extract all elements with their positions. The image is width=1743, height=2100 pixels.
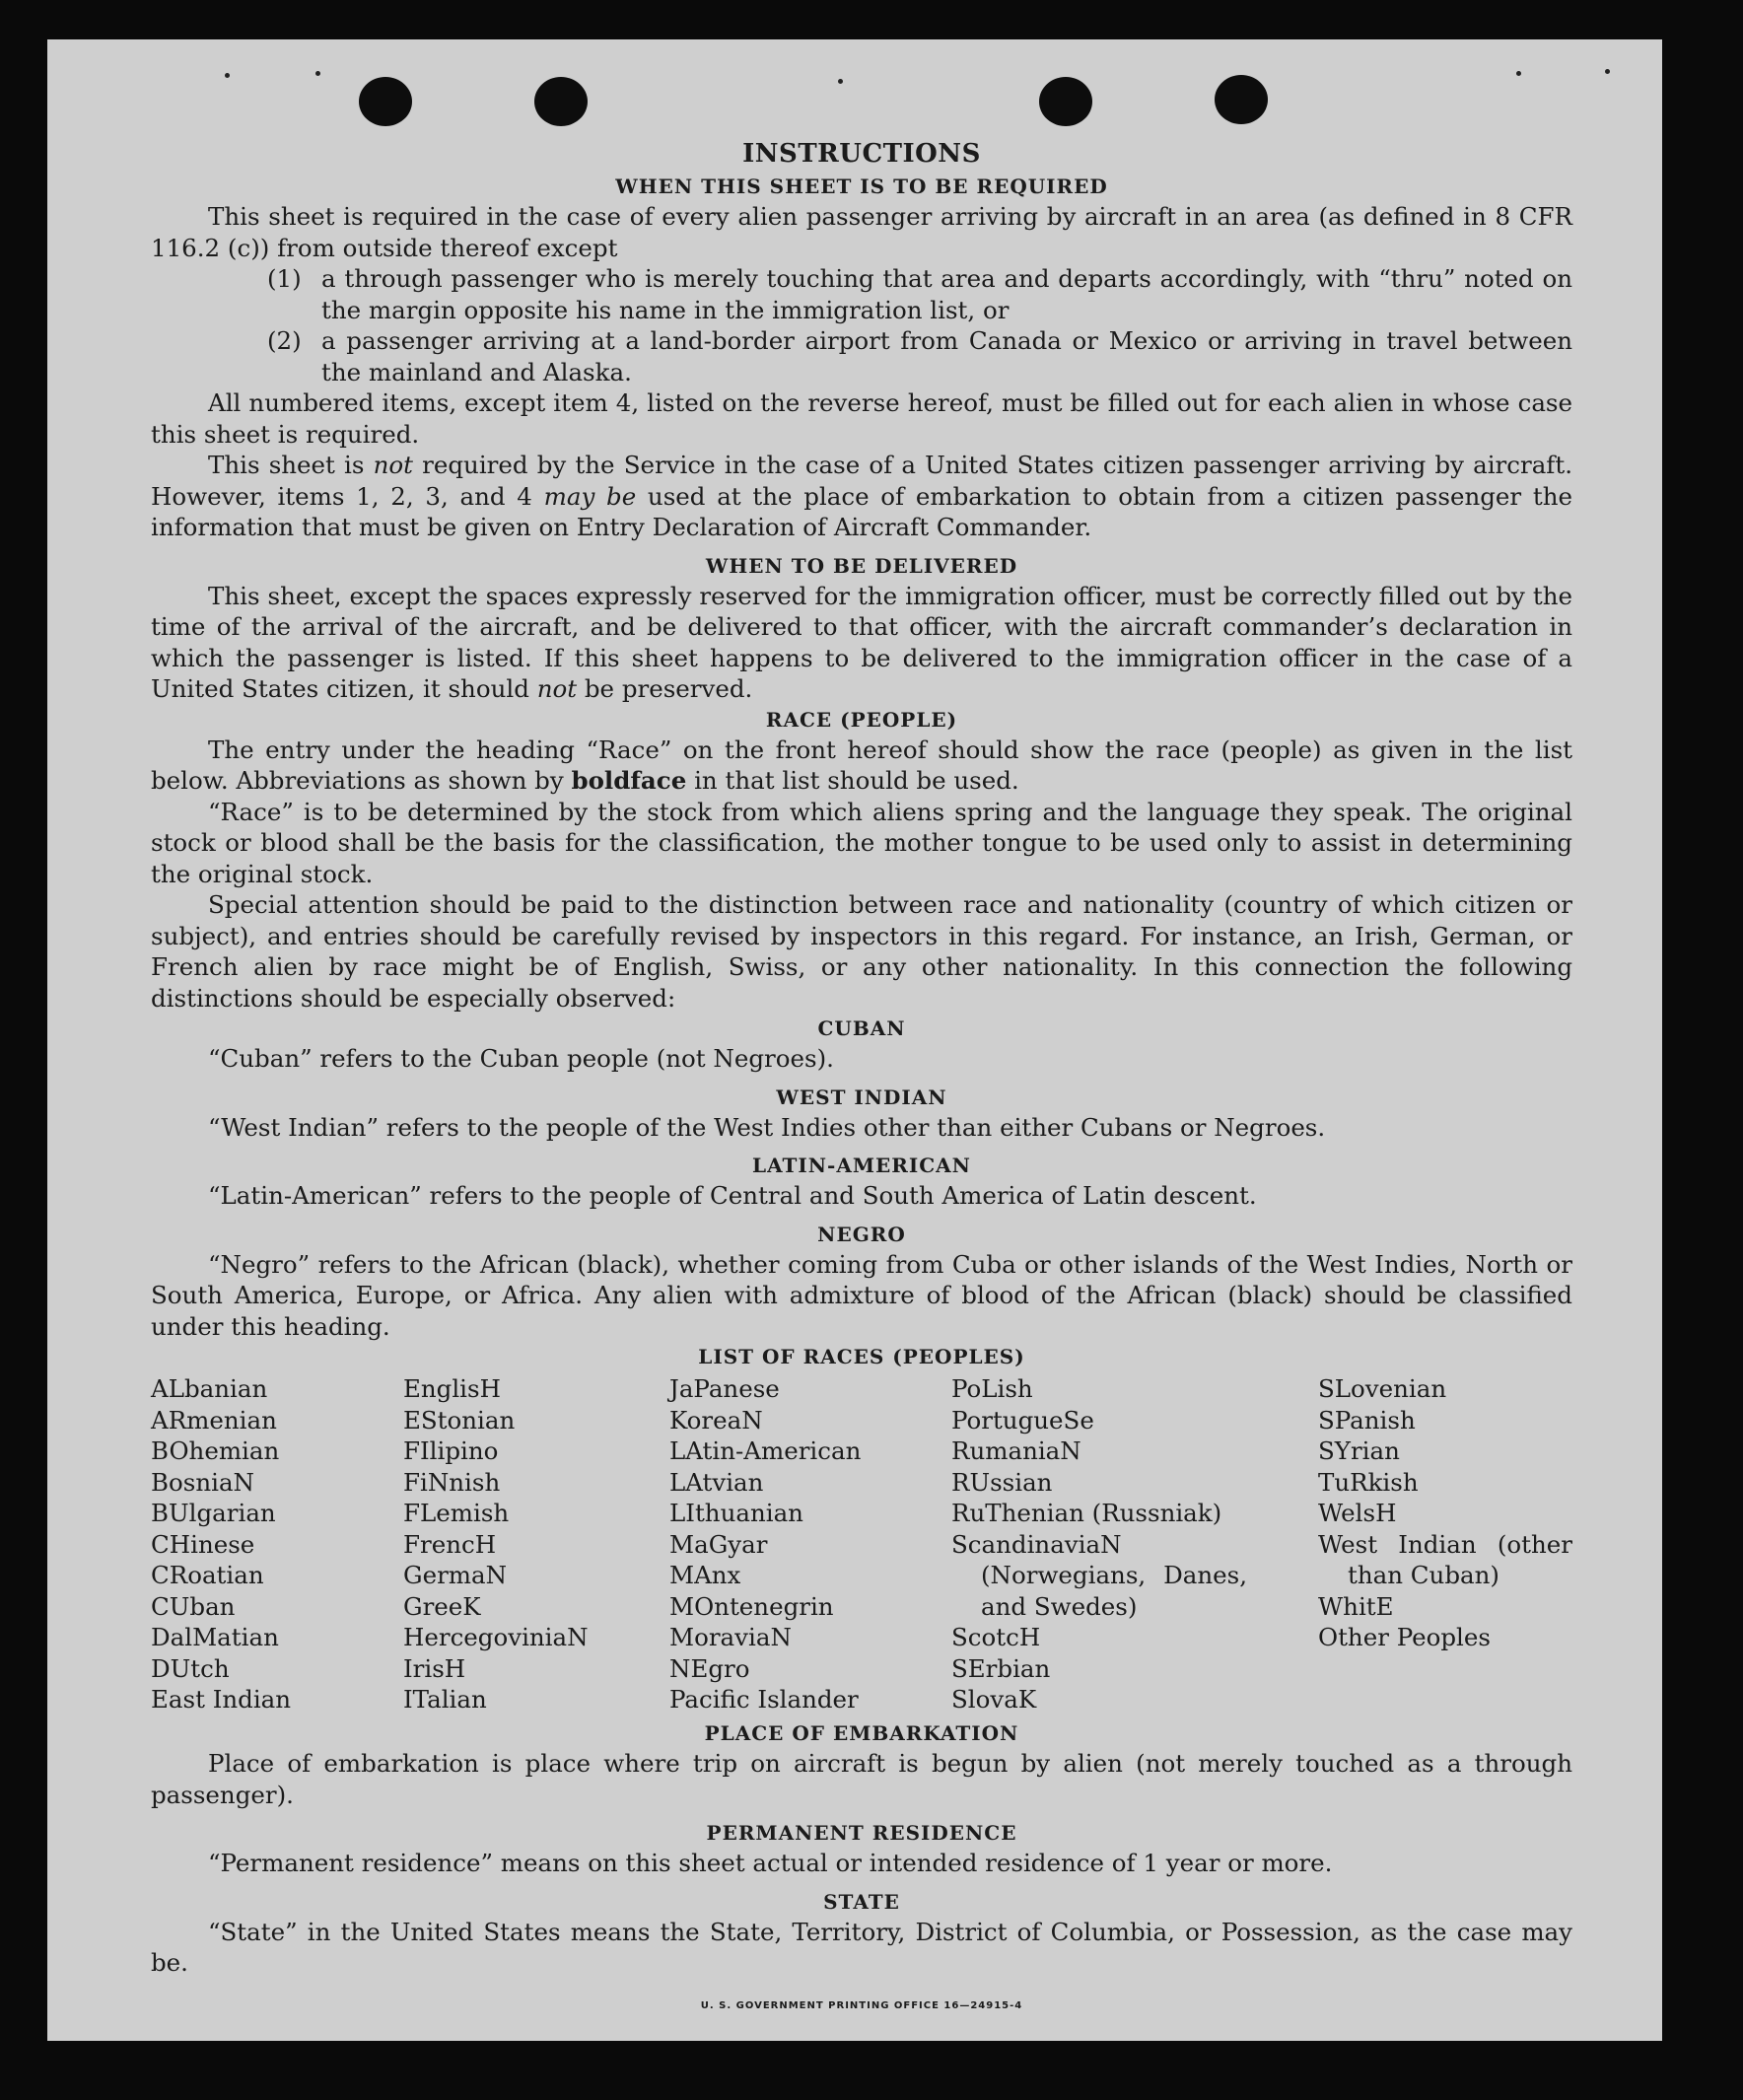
instructions-content: [151, 136, 1572, 2021]
heading-race: RACE (PEOPLE): [765, 707, 958, 732]
race-item: MAnx: [669, 1561, 741, 1589]
race-item: EnglisH: [403, 1374, 501, 1403]
race-item: PortugueSe: [951, 1405, 1094, 1435]
heading-state: STATE: [823, 1889, 900, 1914]
heading-list-of-races: LIST OF RACES (PEOPLES): [698, 1345, 1025, 1368]
item-text: a through passenger who is merely touching that area and departs accordingly, with “thru” noted on the margin opposite his name in the immigration list, or: [321, 264, 1572, 324]
race-para-1: The entry under the heading “Race” on the front hereof should show the race (people) as given in the list below. Abbreviations as shown by boldface in that list should be used.: [151, 735, 1572, 795]
race-item: HercegoviniaN: [403, 1623, 589, 1651]
race-item: CUban: [151, 1591, 236, 1621]
race-column-3: [669, 1373, 936, 1715]
race-item: RuThenian (Russniak): [951, 1499, 1222, 1527]
delivered-text: This sheet, except the spaces expressly reserved for the immigration officer, must be correctly filled out by the time of the arrival of the aircraft, and be delivered to that officer, with the aircraft commander’s declaration in which the passenger is listed. If this sheet happens to be delivered to the immigration officer in the case of a United States citizen, it should not be preserved.: [151, 581, 1572, 703]
race-item: MOntenegrin: [669, 1591, 834, 1621]
race-item: ScotcH: [951, 1623, 1041, 1651]
latin-american-text: “Latin-American” refers to the people of Central and South America of Latin descent.: [208, 1181, 1257, 1210]
heading-latin-american: LATIN-AMERICAN: [752, 1154, 971, 1177]
punch-hole-4: [1215, 75, 1268, 124]
embarkation-text: Place of embarkation is place where trip on aircraft is begun by alien (not merely touched as a through passenger).: [151, 1749, 1572, 1809]
race-item: NEgro: [669, 1653, 750, 1683]
heading-cuban: CUBAN: [817, 1016, 906, 1040]
race-item: East Indian: [151, 1685, 292, 1714]
punch-hole-3: [1039, 77, 1092, 126]
race-item: CHinese: [151, 1529, 255, 1559]
required-item-1: [151, 263, 1572, 325]
speck: [315, 71, 320, 76]
race-item: ALbanian: [151, 1374, 268, 1403]
heading-delivered: WHEN TO BE DELIVERED: [705, 553, 1018, 578]
race-item: TuRkish: [1318, 1467, 1419, 1497]
speck: [225, 73, 230, 78]
race-item: GermaN: [403, 1561, 508, 1589]
race-item: Pacific Islander: [669, 1685, 859, 1714]
race-item: FrencH: [403, 1529, 497, 1559]
race-column-2: [403, 1373, 650, 1715]
race-item: RUssian: [951, 1467, 1053, 1497]
race-item: DalMatian: [151, 1623, 279, 1651]
cuban-text: “Cuban” refers to the Cuban people (not Negroes).: [208, 1044, 834, 1073]
race-item: BUlgarian: [151, 1499, 276, 1527]
race-item: BOhemian: [151, 1436, 280, 1465]
race-item: PoLish: [951, 1374, 1033, 1403]
required-para-3: This sheet is not required by the Service in the case of a United States citizen passenger arriving by aircraft. However, items 1, 2, 3, and 4 may be used at the place of embarkation to obtain from a citizen passenger the information that must be given on Entry Declaration of Aircraft Commander.: [151, 451, 1572, 541]
punch-hole-1: [359, 77, 412, 126]
heading-negro: NEGRO: [817, 1222, 906, 1246]
race-item: DUtch: [151, 1653, 230, 1683]
speck: [1516, 71, 1521, 76]
race-item: LIthuanian: [669, 1499, 803, 1527]
heading-required: WHEN THIS SHEET IS TO BE REQUIRED: [615, 175, 1108, 198]
race-item: FIlipino: [403, 1436, 499, 1465]
race-item: Other Peoples: [1318, 1623, 1491, 1651]
page-title: INSTRUCTIONS: [742, 139, 981, 169]
document-sheet: [47, 39, 1662, 2041]
speck: [838, 79, 843, 84]
race-item: SErbian: [951, 1653, 1051, 1683]
race-column-1: [151, 1373, 387, 1715]
race-item: WhitE: [1318, 1591, 1394, 1621]
race-item: BosniaN: [151, 1467, 254, 1497]
race-para-2: “Race” is to be determined by the stock from which aliens spring and the language they speak. The original stock or blood shall be the basis for the classification, the mother tongue to be used only to assist in determining the original stock.: [151, 797, 1572, 888]
negro-text: “Negro” refers to the African (black), whether coming from Cuba or other islands of the West Indies, North or South America, Europe, or Africa. Any alien with admixture of blood of the African (black) should be classified under this heading.: [151, 1249, 1572, 1341]
printing-office-imprint: U. S. GOVERNMENT PRINTING OFFICE 16—24915-4: [700, 1999, 1023, 2011]
race-item: SlovaK: [951, 1685, 1037, 1714]
race-list: [151, 1373, 1572, 1718]
race-item: ITalian: [403, 1685, 487, 1714]
heading-permanent-residence: PERMANENT RESIDENCE: [706, 1821, 1017, 1845]
state-text: “State” in the United States means the State, Territory, District of Columbia, or Possession, as the case may be.: [151, 1917, 1572, 1977]
race-item: ARmenian: [151, 1405, 277, 1435]
race-item: LAtin-American: [669, 1436, 862, 1465]
west-indian-text: “West Indian” refers to the people of the West Indies other than either Cubans or Negroes.: [208, 1112, 1326, 1142]
item-number: (2): [267, 326, 302, 355]
required-para-2: All numbered items, except item 4, listed on the reverse hereof, must be filled out for each alien in whose case this sheet is required.: [151, 388, 1572, 449]
punch-hole-2: [534, 77, 588, 126]
race-item: GreeK: [403, 1591, 481, 1621]
race-item: SPanish: [1318, 1405, 1416, 1435]
race-item: EStonian: [403, 1405, 516, 1435]
race-item: SLovenian: [1318, 1374, 1447, 1403]
race-item: FiNnish: [403, 1467, 501, 1497]
race-item: KoreaN: [669, 1405, 763, 1435]
race-item: LAtvian: [669, 1467, 764, 1497]
race-item: CRoatian: [151, 1561, 264, 1589]
race-para-3: Special attention should be paid to the distinction between race and nationality (country of which citizen or subject), and entries should be carefully revised by inspectors in this regard. For instance, an Irish, German, or French alien by race might be of English, Swiss, or any other nationality. In this connection the following distinctions should be especially observed:: [151, 890, 1572, 1013]
race-item: ScandinaviaN (Norwegians, Danes, and Swedes): [951, 1529, 1247, 1621]
required-intro: This sheet is required in the case of every alien passenger arriving by aircraft in an area (as defined in 8 CFR 116.2 (c)) from outside thereof except: [151, 202, 1572, 262]
residence-text: “Permanent residence” means on this sheet actual or intended residence of 1 year or more.: [208, 1849, 1333, 1877]
race-item: MaGyar: [669, 1529, 768, 1559]
race-column-4: [951, 1373, 1247, 1715]
race-item: SYrian: [1318, 1436, 1400, 1465]
race-item: West Indian (other than Cuban): [1318, 1529, 1572, 1589]
race-item: FLemish: [403, 1499, 510, 1527]
speck: [1605, 69, 1610, 74]
required-item-2: [151, 325, 1572, 387]
race-item: WelsH: [1318, 1499, 1397, 1527]
heading-embarkation: PLACE OF EMBARKATION: [704, 1721, 1019, 1745]
race-item: RumaniaN: [951, 1436, 1081, 1465]
race-item: MoraviaN: [669, 1623, 792, 1651]
race-column-5: [1318, 1373, 1572, 1653]
heading-west-indian: WEST INDIAN: [776, 1085, 947, 1109]
item-text: a passenger arriving at a land-border airport from Canada or Mexico or arriving in travel between the mainland and Alaska.: [321, 326, 1572, 386]
item-number: (1): [267, 264, 302, 293]
race-item: IrisH: [403, 1653, 466, 1683]
race-item: JaPanese: [669, 1374, 780, 1403]
